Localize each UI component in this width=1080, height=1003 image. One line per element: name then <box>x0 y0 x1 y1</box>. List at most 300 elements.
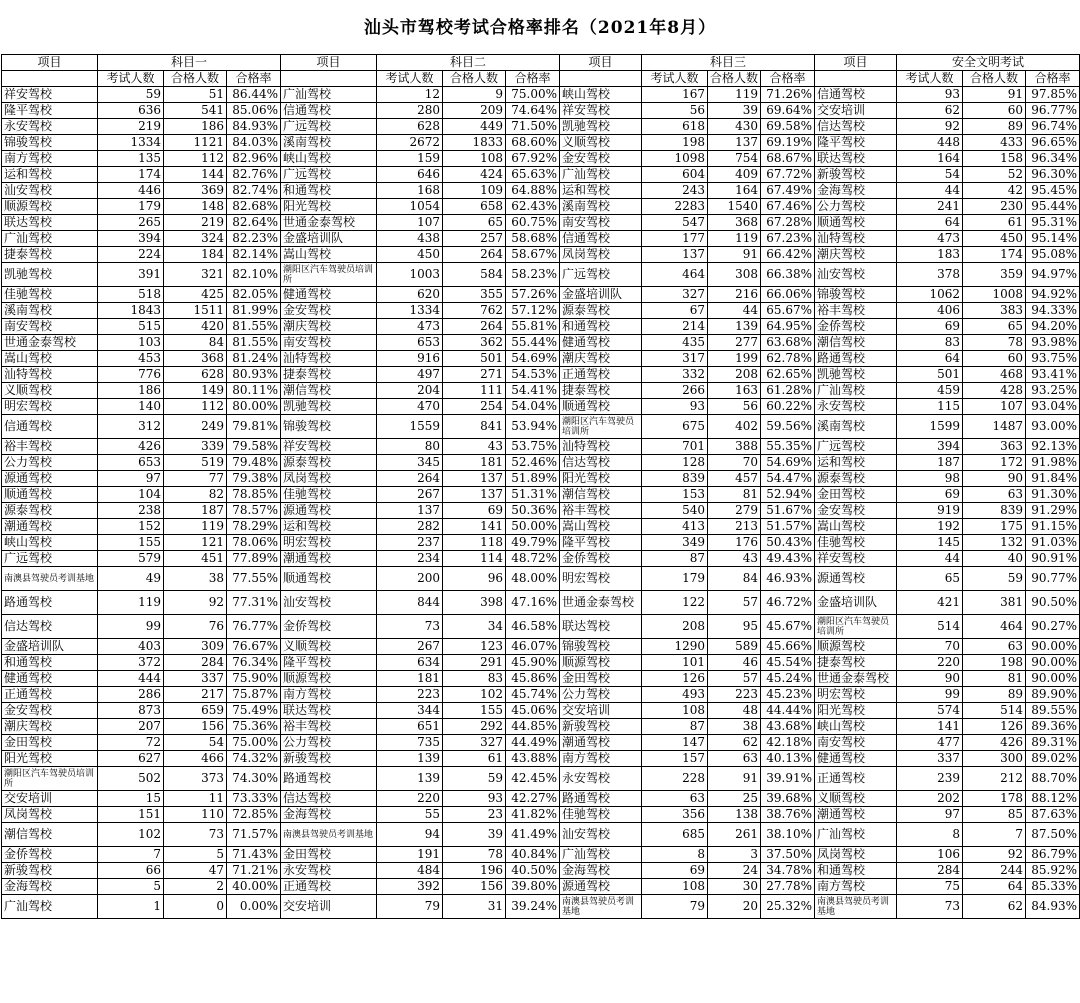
table-row <box>2 487 1080 503</box>
subject1-examinees-cell: 135 <box>98 151 164 167</box>
subject1-pass-rate-cell: 82.14% <box>227 247 281 263</box>
subject3-examinees-cell: 327 <box>642 287 708 303</box>
subject2-passed-cell: 841 <box>443 415 506 439</box>
table-row <box>2 767 1080 791</box>
subject2-examinees-cell: 139 <box>377 767 443 791</box>
subject3-pass-rate-cell: 69.64% <box>761 103 815 119</box>
subject1-pass-rate-cell: 75.49% <box>227 703 281 719</box>
subject3-pass-rate-cell: 66.06% <box>761 287 815 303</box>
subject1-pass-rate-cell: 78.29% <box>227 519 281 535</box>
subject1-school-name-cell: 凯驰驾校 <box>2 263 98 287</box>
safety-examinees-cell: 241 <box>897 199 963 215</box>
subject1-pass-rate-cell: 76.77% <box>227 615 281 639</box>
subject2-pass-rate-cell: 68.60% <box>506 135 560 151</box>
subject3-school-name-cell: 广汕驾校 <box>560 167 642 183</box>
safety-pass-rate-cell: 96.77% <box>1026 103 1080 119</box>
subject3-pass-rate-cell: 46.93% <box>761 567 815 591</box>
subject2-pass-rate-cell: 42.27% <box>506 791 560 807</box>
subject2-pass-rate-cell: 57.12% <box>506 303 560 319</box>
subject1-examinees-cell: 49 <box>98 567 164 591</box>
subject3-passed-cell: 164 <box>708 183 761 199</box>
safety-passed-cell: 426 <box>963 735 1026 751</box>
table-row <box>2 263 1080 287</box>
subject2-pass-rate-cell: 55.44% <box>506 335 560 351</box>
subject3-passed-cell: 176 <box>708 535 761 551</box>
subject2-examinees-cell: 450 <box>377 247 443 263</box>
subject2-passed-cell: 196 <box>443 863 506 879</box>
subject3-passed-cell: 91 <box>708 767 761 791</box>
subject1-passed-cell: 51 <box>164 87 227 103</box>
subject2-examinees-cell: 484 <box>377 863 443 879</box>
table-row <box>2 215 1080 231</box>
subject3-passed-cell: 223 <box>708 687 761 703</box>
safety-examinees-cell: 514 <box>897 615 963 639</box>
subject1-examinees-cell: 179 <box>98 199 164 215</box>
subject3-examinees-cell: 464 <box>642 263 708 287</box>
subject1-examinees-cell: 174 <box>98 167 164 183</box>
subject2-pass-rate-cell: 48.00% <box>506 567 560 591</box>
header-passed: 合格人数 <box>164 71 227 87</box>
subject2-passed-cell: 61 <box>443 751 506 767</box>
safety-examinees-cell: 1599 <box>897 415 963 439</box>
subject2-examinees-cell: 267 <box>377 639 443 655</box>
subject2-pass-rate-cell: 54.53% <box>506 367 560 383</box>
subject1-school-name-cell: 祥安驾校 <box>2 87 98 103</box>
subject2-examinees-cell: 282 <box>377 519 443 535</box>
subject1-pass-rate-cell: 75.87% <box>227 687 281 703</box>
safety-examinees-cell: 202 <box>897 791 963 807</box>
subject3-passed-cell: 30 <box>708 879 761 895</box>
subject1-pass-rate-cell: 79.58% <box>227 439 281 455</box>
subject2-pass-rate-cell: 58.67% <box>506 247 560 263</box>
subject1-passed-cell: 420 <box>164 319 227 335</box>
subject1-passed-cell: 186 <box>164 119 227 135</box>
subject3-school-name-cell: 捷泰驾校 <box>560 383 642 399</box>
subject3-school-name-cell: 路通驾校 <box>560 791 642 807</box>
subject2-examinees-cell: 191 <box>377 847 443 863</box>
safety-examinees-cell: 220 <box>897 655 963 671</box>
subject3-pass-rate-cell: 65.67% <box>761 303 815 319</box>
safety-pass-rate-cell: 91.03% <box>1026 535 1080 551</box>
subject2-examinees-cell: 651 <box>377 719 443 735</box>
subject2-school-name-cell: 佳驰驾校 <box>281 487 377 503</box>
subject1-examinees-cell: 502 <box>98 767 164 791</box>
safety-school-name-cell: 联达驾校 <box>815 151 897 167</box>
subject3-school-name-cell: 金田驾校 <box>560 671 642 687</box>
subject1-passed-cell: 82 <box>164 487 227 503</box>
subject2-school-name-cell: 阳光驾校 <box>281 199 377 215</box>
subject1-examinees-cell: 518 <box>98 287 164 303</box>
safety-school-name-cell: 隆平驾校 <box>815 135 897 151</box>
subject2-examinees-cell: 200 <box>377 567 443 591</box>
table-row <box>2 639 1080 655</box>
safety-school-name-cell: 和通驾校 <box>815 863 897 879</box>
subject2-examinees-cell: 1054 <box>377 199 443 215</box>
safety-examinees-cell: 477 <box>897 735 963 751</box>
subject1-passed-cell: 1511 <box>164 303 227 319</box>
subject3-pass-rate-cell: 67.72% <box>761 167 815 183</box>
subject3-examinees-cell: 685 <box>642 823 708 847</box>
subject2-pass-rate-cell: 46.58% <box>506 615 560 639</box>
subject3-passed-cell: 457 <box>708 471 761 487</box>
subject3-school-name-cell: 信达驾校 <box>560 455 642 471</box>
subject1-examinees-cell: 59 <box>98 87 164 103</box>
safety-school-name-cell: 南安驾校 <box>815 735 897 751</box>
subject3-school-name-cell: 永安驾校 <box>560 767 642 791</box>
subject3-passed-cell: 70 <box>708 455 761 471</box>
subject1-pass-rate-cell: 85.06% <box>227 103 281 119</box>
table-row <box>2 879 1080 895</box>
subject2-school-name-cell: 新骏驾校 <box>281 751 377 767</box>
safety-passed-cell: 468 <box>963 367 1026 383</box>
subject3-pass-rate-cell: 46.72% <box>761 591 815 615</box>
header-subject-1: 科目一 <box>98 55 281 71</box>
subject3-passed-cell: 208 <box>708 367 761 383</box>
safety-pass-rate-cell: 96.34% <box>1026 151 1080 167</box>
subject2-pass-rate-cell: 44.85% <box>506 719 560 735</box>
subject1-examinees-cell: 7 <box>98 847 164 863</box>
safety-school-name-cell: 金盛培训队 <box>815 591 897 615</box>
subject2-pass-rate-cell: 43.88% <box>506 751 560 767</box>
pass-rate-table <box>1 54 1080 919</box>
subject2-examinees-cell: 470 <box>377 399 443 415</box>
subject2-passed-cell: 291 <box>443 655 506 671</box>
safety-school-name-cell: 广远驾校 <box>815 439 897 455</box>
safety-examinees-cell: 574 <box>897 703 963 719</box>
header-subject-safety: 安全文明考试 <box>897 55 1080 71</box>
subject3-school-name-cell: 广汕驾校 <box>560 847 642 863</box>
subject1-pass-rate-cell: 79.81% <box>227 415 281 439</box>
subject3-passed-cell: 277 <box>708 335 761 351</box>
subject1-pass-rate-cell: 80.00% <box>227 399 281 415</box>
safety-examinees-cell: 145 <box>897 535 963 551</box>
subject3-examinees-cell: 228 <box>642 767 708 791</box>
subject2-school-name-cell: 义顺驾校 <box>281 639 377 655</box>
subject1-examinees-cell: 776 <box>98 367 164 383</box>
safety-examinees-cell: 99 <box>897 687 963 703</box>
subject3-school-name-cell: 南安驾校 <box>560 215 642 231</box>
safety-examinees-cell: 284 <box>897 863 963 879</box>
subject1-pass-rate-cell: 71.21% <box>227 863 281 879</box>
safety-pass-rate-cell: 94.92% <box>1026 287 1080 303</box>
subject3-pass-rate-cell: 51.57% <box>761 519 815 535</box>
subject3-passed-cell: 754 <box>708 151 761 167</box>
subject1-passed-cell: 519 <box>164 455 227 471</box>
table-row <box>2 119 1080 135</box>
subject3-pass-rate-cell: 59.56% <box>761 415 815 439</box>
subject3-pass-rate-cell: 45.23% <box>761 687 815 703</box>
subject3-school-name-cell: 联达驾校 <box>560 615 642 639</box>
subject3-passed-cell: 25 <box>708 791 761 807</box>
subject2-passed-cell: 209 <box>443 103 506 119</box>
subject1-pass-rate-cell: 82.64% <box>227 215 281 231</box>
subject1-passed-cell: 187 <box>164 503 227 519</box>
subject1-examinees-cell: 151 <box>98 807 164 823</box>
subject3-examinees-cell: 701 <box>642 439 708 455</box>
table-row <box>2 567 1080 591</box>
safety-pass-rate-cell: 93.04% <box>1026 399 1080 415</box>
subject2-examinees-cell: 473 <box>377 319 443 335</box>
subject2-school-name-cell: 正通驾校 <box>281 879 377 895</box>
subject1-pass-rate-cell: 82.96% <box>227 151 281 167</box>
safety-passed-cell: 514 <box>963 703 1026 719</box>
table-row <box>2 751 1080 767</box>
subject1-passed-cell: 451 <box>164 551 227 567</box>
safety-passed-cell: 359 <box>963 263 1026 287</box>
subject1-passed-cell: 5 <box>164 847 227 863</box>
subject2-pass-rate-cell: 44.49% <box>506 735 560 751</box>
subject2-examinees-cell: 344 <box>377 703 443 719</box>
safety-pass-rate-cell: 93.41% <box>1026 367 1080 383</box>
safety-school-name-cell: 潮信驾校 <box>815 335 897 351</box>
subject1-passed-cell: 110 <box>164 807 227 823</box>
table-row <box>2 439 1080 455</box>
safety-pass-rate-cell: 90.91% <box>1026 551 1080 567</box>
subject2-passed-cell: 362 <box>443 335 506 351</box>
safety-examinees-cell: 164 <box>897 151 963 167</box>
safety-examinees-cell: 62 <box>897 103 963 119</box>
safety-examinees-cell: 8 <box>897 823 963 847</box>
subject1-passed-cell: 249 <box>164 415 227 439</box>
table-row <box>2 455 1080 471</box>
header-item-cell: 项目 <box>281 55 377 71</box>
subject1-pass-rate-cell: 77.31% <box>227 591 281 615</box>
safety-passed-cell: 212 <box>963 767 1026 791</box>
subject3-pass-rate-cell: 67.49% <box>761 183 815 199</box>
subject3-passed-cell: 388 <box>708 439 761 455</box>
header-examinees: 考试人数 <box>98 71 164 87</box>
header-blank-cell <box>560 71 642 87</box>
subject3-school-name-cell: 健通驾校 <box>560 335 642 351</box>
subject2-examinees-cell: 628 <box>377 119 443 135</box>
subject1-pass-rate-cell: 77.89% <box>227 551 281 567</box>
subject1-examinees-cell: 103 <box>98 335 164 351</box>
safety-school-name-cell: 汕安驾校 <box>815 263 897 287</box>
subject2-examinees-cell: 223 <box>377 687 443 703</box>
subject3-passed-cell: 409 <box>708 167 761 183</box>
subject3-examinees-cell: 243 <box>642 183 708 199</box>
subject1-school-name-cell: 佳驰驾校 <box>2 287 98 303</box>
subject1-school-name-cell: 新骏驾校 <box>2 863 98 879</box>
subject3-examinees-cell: 266 <box>642 383 708 399</box>
safety-passed-cell: 59 <box>963 567 1026 591</box>
subject2-passed-cell: 762 <box>443 303 506 319</box>
subject2-examinees-cell: 267 <box>377 487 443 503</box>
subject3-passed-cell: 402 <box>708 415 761 439</box>
safety-examinees-cell: 378 <box>897 263 963 287</box>
subject3-examinees-cell: 675 <box>642 415 708 439</box>
safety-examinees-cell: 65 <box>897 567 963 591</box>
subject1-school-name-cell: 交安培训 <box>2 791 98 807</box>
subject3-examinees-cell: 349 <box>642 535 708 551</box>
safety-examinees-cell: 192 <box>897 519 963 535</box>
subject1-examinees-cell: 653 <box>98 455 164 471</box>
subject3-school-name-cell: 和通驾校 <box>560 319 642 335</box>
subject3-school-name-cell: 锦骏驾校 <box>560 639 642 655</box>
header-item-cell: 项目 <box>2 55 98 71</box>
table-row <box>2 103 1080 119</box>
subject2-school-name-cell: 金安驾校 <box>281 303 377 319</box>
table-row <box>2 791 1080 807</box>
subject1-examinees-cell: 72 <box>98 735 164 751</box>
subject1-passed-cell: 76 <box>164 615 227 639</box>
subject2-pass-rate-cell: 41.82% <box>506 807 560 823</box>
subject1-examinees-cell: 1843 <box>98 303 164 319</box>
subject1-school-name-cell: 永安驾校 <box>2 119 98 135</box>
subject1-examinees-cell: 372 <box>98 655 164 671</box>
subject2-school-name-cell: 世通金泰驾校 <box>281 215 377 231</box>
table-row <box>2 287 1080 303</box>
safety-school-name-cell: 源泰驾校 <box>815 471 897 487</box>
safety-passed-cell: 63 <box>963 639 1026 655</box>
safety-passed-cell: 92 <box>963 847 1026 863</box>
subject2-pass-rate-cell: 51.89% <box>506 471 560 487</box>
subject2-passed-cell: 123 <box>443 639 506 655</box>
subject1-passed-cell: 321 <box>164 263 227 287</box>
subject1-pass-rate-cell: 78.57% <box>227 503 281 519</box>
subject3-passed-cell: 308 <box>708 263 761 287</box>
subject3-examinees-cell: 137 <box>642 247 708 263</box>
subject1-passed-cell: 368 <box>164 351 227 367</box>
subject1-school-name-cell: 广远驾校 <box>2 551 98 567</box>
safety-school-name-cell: 金海驾校 <box>815 183 897 199</box>
subject2-school-name-cell: 凯驰驾校 <box>281 399 377 415</box>
subject1-examinees-cell: 1 <box>98 895 164 919</box>
subject2-passed-cell: 23 <box>443 807 506 823</box>
subject2-pass-rate-cell: 40.84% <box>506 847 560 863</box>
safety-pass-rate-cell: 91.98% <box>1026 455 1080 471</box>
table-row <box>2 551 1080 567</box>
subject3-pass-rate-cell: 66.38% <box>761 263 815 287</box>
subject3-pass-rate-cell: 45.67% <box>761 615 815 639</box>
subject2-pass-rate-cell: 50.00% <box>506 519 560 535</box>
subject3-examinees-cell: 1290 <box>642 639 708 655</box>
subject3-passed-cell: 137 <box>708 135 761 151</box>
subject2-pass-rate-cell: 46.07% <box>506 639 560 655</box>
subject1-pass-rate-cell: 80.93% <box>227 367 281 383</box>
subject1-school-name-cell: 源泰驾校 <box>2 503 98 519</box>
subject2-passed-cell: 327 <box>443 735 506 751</box>
subject2-examinees-cell: 1559 <box>377 415 443 439</box>
subject1-school-name-cell: 溪南驾校 <box>2 303 98 319</box>
subject1-pass-rate-cell: 81.55% <box>227 319 281 335</box>
safety-passed-cell: 178 <box>963 791 1026 807</box>
subject1-school-name-cell: 捷泰驾校 <box>2 247 98 263</box>
subject2-examinees-cell: 653 <box>377 335 443 351</box>
subject3-school-name-cell: 嵩山驾校 <box>560 519 642 535</box>
subject2-pass-rate-cell: 45.90% <box>506 655 560 671</box>
subject2-school-name-cell: 金田驾校 <box>281 847 377 863</box>
subject1-pass-rate-cell: 73.33% <box>227 791 281 807</box>
subject3-pass-rate-cell: 62.78% <box>761 351 815 367</box>
subject2-passed-cell: 398 <box>443 591 506 615</box>
subject3-pass-rate-cell: 37.50% <box>761 847 815 863</box>
safety-pass-rate-cell: 96.65% <box>1026 135 1080 151</box>
subject2-examinees-cell: 916 <box>377 351 443 367</box>
subject1-school-name-cell: 金海驾校 <box>2 879 98 895</box>
subject1-examinees-cell: 453 <box>98 351 164 367</box>
subject2-school-name-cell: 顺源驾校 <box>281 671 377 687</box>
safety-passed-cell: 428 <box>963 383 1026 399</box>
safety-school-name-cell: 金田驾校 <box>815 487 897 503</box>
subject3-examinees-cell: 69 <box>642 863 708 879</box>
subject2-pass-rate-cell: 42.45% <box>506 767 560 791</box>
subject3-examinees-cell: 435 <box>642 335 708 351</box>
subject1-school-name-cell: 顺通驾校 <box>2 487 98 503</box>
table-row <box>2 247 1080 263</box>
subject2-pass-rate-cell: 75.00% <box>506 87 560 103</box>
subject1-examinees-cell: 403 <box>98 639 164 655</box>
subject2-examinees-cell: 94 <box>377 823 443 847</box>
subject3-pass-rate-cell: 69.19% <box>761 135 815 151</box>
table-row <box>2 823 1080 847</box>
table-row <box>2 319 1080 335</box>
subject1-examinees-cell: 219 <box>98 119 164 135</box>
safety-school-name-cell: 金安驾校 <box>815 503 897 519</box>
subject2-examinees-cell: 204 <box>377 383 443 399</box>
subject1-examinees-cell: 97 <box>98 471 164 487</box>
subject3-passed-cell: 279 <box>708 503 761 519</box>
subject2-school-name-cell: 联达驾校 <box>281 703 377 719</box>
subject1-passed-cell: 156 <box>164 719 227 735</box>
subject1-school-name-cell: 信通驾校 <box>2 415 98 439</box>
subject3-examinees-cell: 208 <box>642 615 708 639</box>
subject2-examinees-cell: 646 <box>377 167 443 183</box>
table-row <box>2 415 1080 439</box>
subject3-examinees-cell: 79 <box>642 895 708 919</box>
header-passed: 合格人数 <box>443 71 506 87</box>
subject1-school-name-cell: 锦骏驾校 <box>2 135 98 151</box>
subject2-pass-rate-cell: 54.69% <box>506 351 560 367</box>
safety-school-name-cell: 溪南驾校 <box>815 415 897 439</box>
subject2-pass-rate-cell: 51.31% <box>506 487 560 503</box>
subject2-pass-rate-cell: 52.46% <box>506 455 560 471</box>
subject3-examinees-cell: 67 <box>642 303 708 319</box>
subject1-pass-rate-cell: 82.23% <box>227 231 281 247</box>
subject3-examinees-cell: 214 <box>642 319 708 335</box>
subject1-pass-rate-cell: 80.11% <box>227 383 281 399</box>
subject2-school-name-cell: 金侨驾校 <box>281 615 377 639</box>
table-row <box>2 519 1080 535</box>
table-row <box>2 895 1080 919</box>
subject2-pass-rate-cell: 57.26% <box>506 287 560 303</box>
subject3-pass-rate-cell: 42.18% <box>761 735 815 751</box>
safety-school-name-cell: 顺通驾校 <box>815 215 897 231</box>
subject3-examinees-cell: 547 <box>642 215 708 231</box>
safety-pass-rate-cell: 90.50% <box>1026 591 1080 615</box>
subject3-examinees-cell: 101 <box>642 655 708 671</box>
safety-school-name-cell: 路通驾校 <box>815 351 897 367</box>
subject1-passed-cell: 119 <box>164 519 227 535</box>
table-row <box>2 847 1080 863</box>
header-rate: 合格率 <box>506 71 560 87</box>
subject1-pass-rate-cell: 79.38% <box>227 471 281 487</box>
subject1-examinees-cell: 140 <box>98 399 164 415</box>
safety-examinees-cell: 473 <box>897 231 963 247</box>
safety-school-name-cell: 裕丰驾校 <box>815 303 897 319</box>
subject3-examinees-cell: 128 <box>642 455 708 471</box>
subject2-passed-cell: 118 <box>443 535 506 551</box>
subject3-passed-cell: 119 <box>708 87 761 103</box>
subject3-school-name-cell: 明宏驾校 <box>560 567 642 591</box>
subject2-school-name-cell: 广汕驾校 <box>281 87 377 103</box>
subject1-examinees-cell: 426 <box>98 439 164 455</box>
safety-examinees-cell: 70 <box>897 639 963 655</box>
subject1-passed-cell: 309 <box>164 639 227 655</box>
subject2-passed-cell: 292 <box>443 719 506 735</box>
subject2-passed-cell: 102 <box>443 687 506 703</box>
subject1-pass-rate-cell: 76.34% <box>227 655 281 671</box>
